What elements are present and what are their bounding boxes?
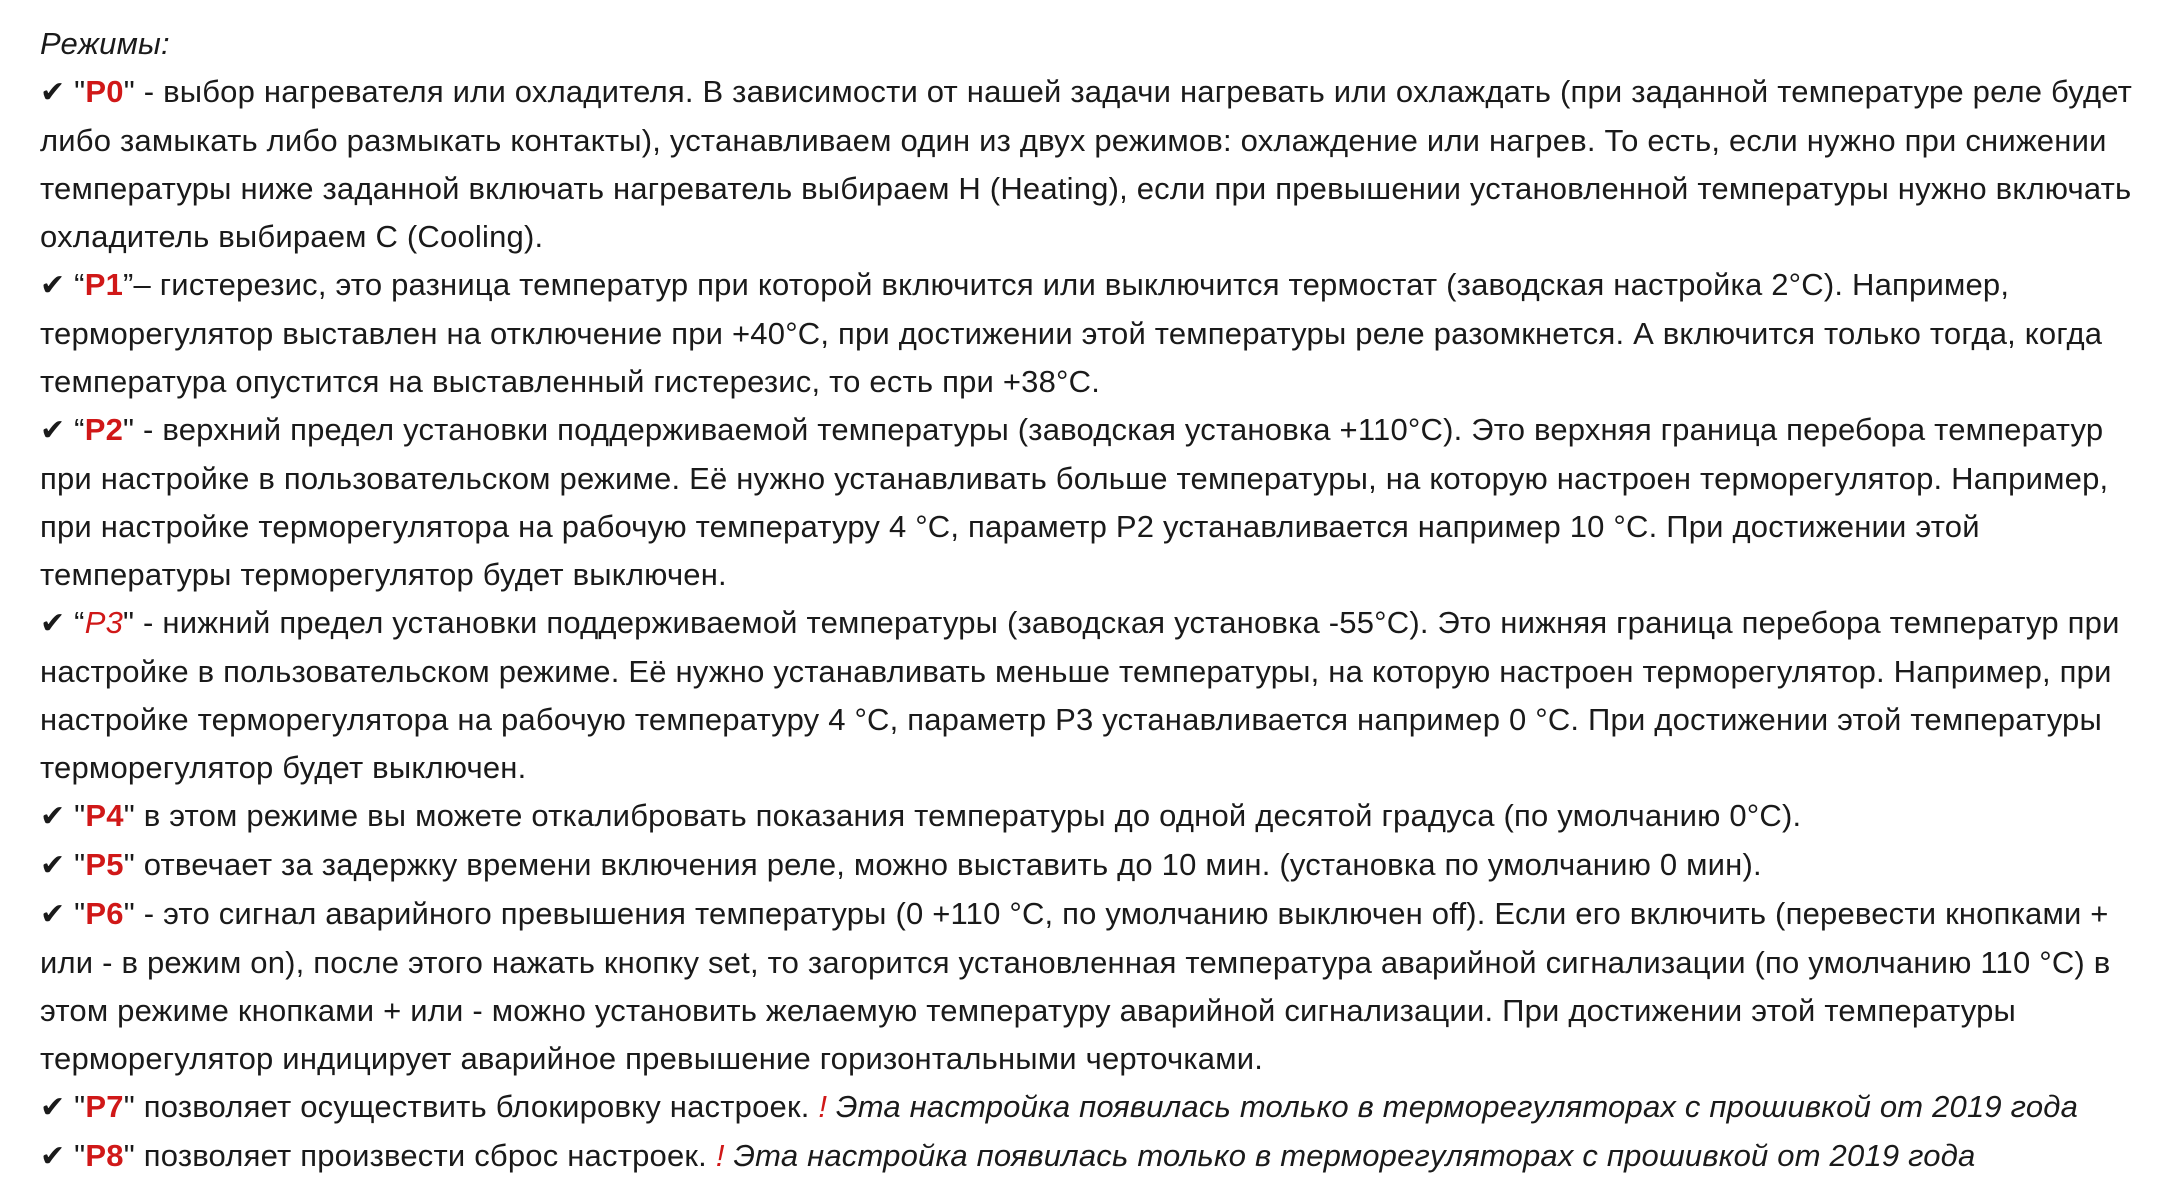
- mode-code: P3: [84, 605, 124, 640]
- list-item-p0: [40, 68, 2156, 261]
- open-quote: ": [65, 1089, 86, 1124]
- close-quote: ": [123, 798, 135, 833]
- checkmark-icon: ✔: [40, 1139, 66, 1174]
- mode-description: позволяет произвести сброс настроек.: [134, 1138, 716, 1173]
- list-item-p8: [40, 1132, 2156, 1181]
- close-quote: ": [123, 847, 135, 882]
- section-heading: Режимы:: [40, 26, 170, 61]
- open-quote: ": [65, 847, 86, 882]
- document-body: [40, 20, 2156, 1181]
- list-item-p6: [40, 890, 2156, 1083]
- checkmark-icon: ✔: [40, 413, 66, 448]
- open-quote: ": [65, 798, 86, 833]
- open-quote: ": [65, 1138, 86, 1173]
- open-quote: ": [65, 896, 86, 931]
- mode-code: P5: [85, 847, 124, 882]
- mode-description: - верхний предел установки поддерживаемой температуры (заводская установка +110°С). Это верхняя граница перебора температур при настройке в пользовательском режиме. Её нужно устанавливать больше температуры, на которую настроен терморегулятор. Например, при настройке терморегулятора на рабочую температуру 4 °С, параметр Р2 устанавливается например 10 °С. При достижении этой температуры терморегулятор будет выключен.: [40, 412, 2109, 592]
- close-quote: ": [123, 605, 135, 640]
- close-quote: ": [123, 896, 135, 931]
- checkmark-icon: ✔: [40, 606, 66, 641]
- mode-code: P7: [85, 1089, 124, 1124]
- mode-code: P0: [85, 74, 124, 109]
- open-quote: “: [65, 267, 85, 302]
- mode-description: - это сигнал аварийного превышения температуры (0 +110 °С, по умолчанию выключен off). Если его включить (перевести кнопками + или - в режим on), после этого нажать кнопку set, то загорится установленная температура аварийной сигнализации (по умолчанию 110 °С) в этом режиме кнопками + или - можно установить желаемую температуру аварийной сигнализации. При достижении этой температуры терморегулятор индицирует аварийное превышение горизонтальными черточками.: [40, 896, 2111, 1076]
- close-quote: ": [123, 1138, 135, 1173]
- open-quote: “: [65, 605, 85, 640]
- mode-description: – гистерезис, это разница температур при которой включится или выключится термостат (заводская настройка 2°С). Например, терморегулятор выставлен на отключение при +40°С, при достижении этой температуры реле разомкнется. А включится только тогда, когда температура опустится на выставленный гистерезис, то есть при +38°С.: [40, 267, 2103, 399]
- open-quote: ": [65, 74, 86, 109]
- list-item-p1: [40, 261, 2156, 406]
- mode-code: P2: [84, 412, 124, 447]
- checkmark-icon: ✔: [40, 897, 66, 932]
- mode-code: P4: [85, 798, 124, 833]
- mode-description: - выбор нагревателя или охладителя. В зависимости от нашей задачи нагревать или охлаждать (при заданной температуре реле будет либо замыкать либо размыкать контакты), устанавливаем один из двух режимов: охлаждение или нагрев. То есть, если нужно при снижении температуры ниже заданной включать нагреватель выбираем Н (Heating), если при превышении установленной температуры нужно включать охладитель выбираем С (Cooling).: [40, 74, 2133, 254]
- checkmark-icon: ✔: [40, 1090, 66, 1125]
- firmware-note: Эта настройка появилась только в терморегуляторах с прошивкой от 2019 года: [724, 1138, 1976, 1173]
- warning-mark: !: [818, 1089, 828, 1124]
- checkmark-icon: ✔: [40, 848, 66, 883]
- list-item-p5: [40, 841, 2156, 890]
- firmware-note: Эта настройка появилась только в терморегуляторах с прошивкой от 2019 года: [827, 1089, 2079, 1124]
- mode-description: позволяет осуществить блокировку настроек.: [134, 1089, 819, 1124]
- checkmark-icon: ✔: [40, 75, 66, 110]
- mode-code: P8: [85, 1138, 124, 1173]
- checkmark-icon: ✔: [40, 268, 66, 303]
- close-quote: ": [123, 412, 135, 447]
- mode-code: P1: [84, 267, 124, 302]
- list-item-p4: [40, 792, 2156, 841]
- mode-description: отвечает за задержку времени включения реле, можно выставить до 10 мин. (установка по умолчанию 0 мин).: [134, 847, 1762, 882]
- warning-mark: !: [715, 1138, 725, 1173]
- close-quote: ”: [123, 267, 134, 302]
- mode-description: в этом режиме вы можете откалибровать показания температуры до одной десятой градуса (по умолчанию 0°С).: [134, 798, 1802, 833]
- checkmark-icon: ✔: [40, 799, 66, 834]
- mode-description: - нижний предел установки поддерживаемой температуры (заводская установка -55°С). Это нижняя граница перебора температур при настройке в пользовательском режиме. Её нужно устанавливать меньше температуры, на которую настроен терморегулятор. Например, при настройке терморегулятора на рабочую температуру 4 °С, параметр Р3 устанавливается например 0 °С. При достижении этой температуры терморегулятор будет выключен.: [40, 605, 2120, 785]
- close-quote: ": [123, 1089, 135, 1124]
- mode-code: P6: [85, 896, 124, 931]
- list-item-p3: [40, 599, 2156, 792]
- close-quote: ": [123, 74, 135, 109]
- list-item-p2: [40, 406, 2156, 599]
- list-item-p7: [40, 1083, 2156, 1132]
- open-quote: “: [65, 412, 85, 447]
